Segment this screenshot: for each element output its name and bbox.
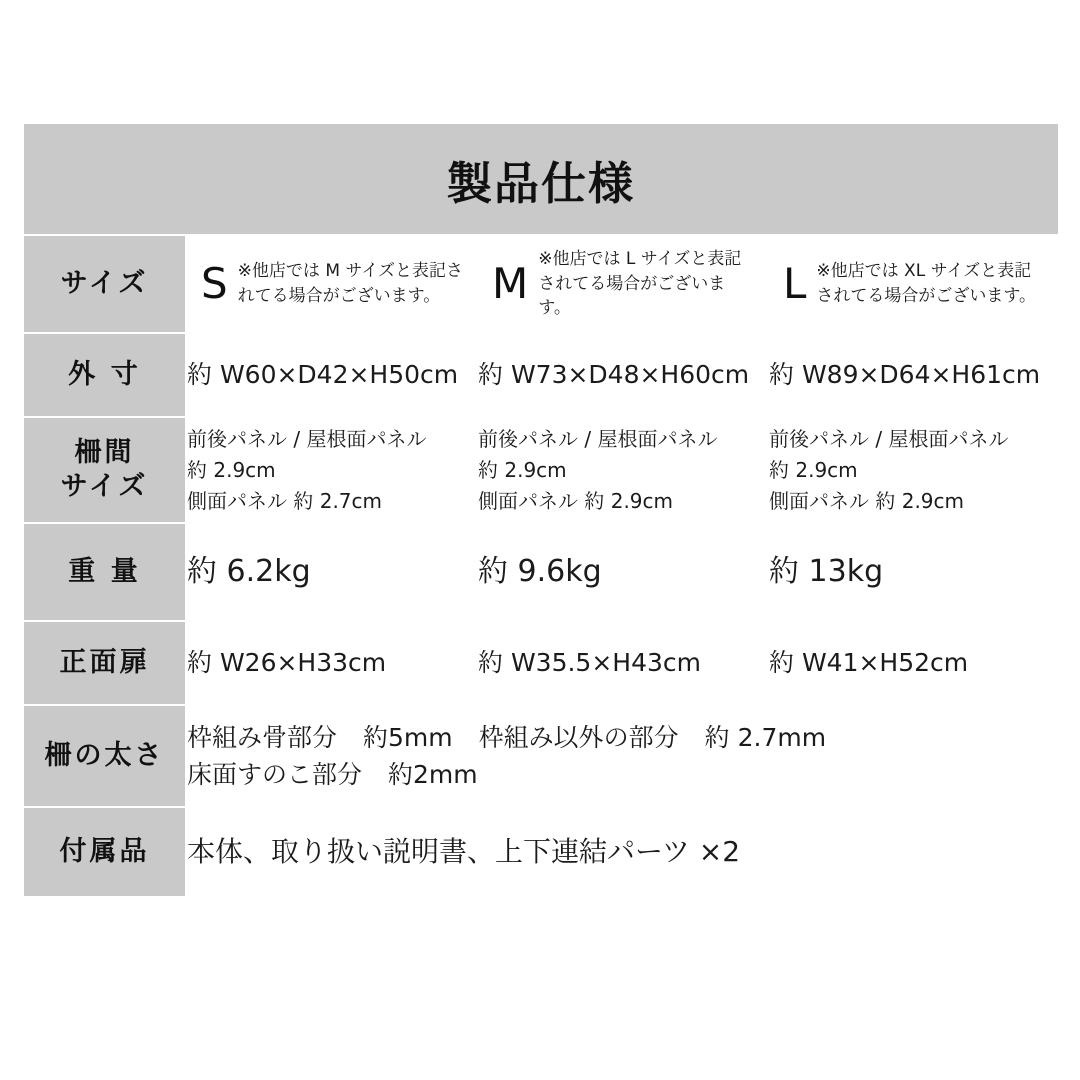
row-label-weight: 重 量 — [23, 523, 186, 621]
page-title: 製品仕様 — [447, 156, 636, 210]
size-note-m: ※他店では L サイズと表記されてる場合がございます。 — [538, 249, 742, 319]
accessories-value: 本体、取り扱い説明書、上下連結パーツ ×2 — [186, 807, 1059, 897]
size-letter-m: M — [492, 258, 529, 308]
table-row-outer-dimensions — [23, 333, 1059, 417]
row-label-outer-dimensions: 外 寸 — [23, 333, 186, 417]
bar-thickness-line2 — [187, 756, 1058, 794]
bar-thickness-floor-label: 床面すのこ部分 — [187, 760, 363, 789]
bar-gap-s — [186, 417, 477, 523]
bar-gap-m — [477, 417, 768, 523]
table-row-weight — [23, 523, 1059, 621]
bar-gap-l — [768, 417, 1059, 523]
bar-gap-l-line3: 側面パネル 約 2.9cm — [769, 488, 964, 513]
spec-table-container — [22, 122, 1058, 898]
bar-gap-s-line3: 側面パネル 約 2.7cm — [187, 488, 382, 513]
table-row-size — [23, 235, 1059, 333]
bar-thickness-frame-label: 枠組み骨部分 — [187, 722, 338, 752]
table-row-front-door — [23, 621, 1059, 705]
size-letter-l: L — [783, 259, 807, 308]
bar-thickness-value — [186, 705, 1059, 807]
bar-thickness-other-value: 約 2.7mm — [704, 722, 827, 752]
table-row-bar-thickness — [23, 705, 1059, 807]
front-door-l: 約 W41×H52cm — [768, 621, 1059, 705]
bar-gap-m-line1: 前後パネル / 屋根面パネル — [478, 426, 718, 451]
bar-thickness-line1 — [187, 719, 1058, 757]
table-row-bar-gap — [23, 417, 1059, 523]
bar-thickness-frame-value: 約5mm — [363, 722, 453, 752]
row-label-size: サイズ — [23, 235, 186, 333]
size-note-l: ※他店では XL サイズと表記されてる場合がございます。 — [816, 261, 1037, 306]
row-label-front-door: 正面扉 — [23, 621, 186, 705]
row-label-accessories: 付属品 — [23, 807, 186, 897]
size-cell-m — [477, 235, 768, 333]
weight-l: 約 13kg — [768, 523, 1059, 621]
bar-gap-l-line1: 前後パネル / 屋根面パネル — [769, 426, 1009, 451]
size-cell-s — [186, 235, 477, 333]
row-label-bar-gap-line1: 柵間 — [74, 437, 135, 469]
table-title-cell — [23, 123, 1059, 235]
bar-thickness-floor-value: 約2mm — [388, 760, 478, 789]
size-letter-s: S — [201, 259, 228, 308]
outer-dimensions-l: 約 W89×D64×H61cm — [768, 333, 1059, 417]
row-label-bar-gap — [23, 417, 186, 523]
bar-gap-m-line2: 約 2.9cm — [478, 457, 567, 482]
weight-m: 約 9.6kg — [477, 523, 768, 621]
bar-gap-s-line1: 前後パネル / 屋根面パネル — [187, 426, 427, 451]
front-door-m: 約 W35.5×H43cm — [477, 621, 768, 705]
row-label-bar-thickness: 柵の太さ — [23, 705, 186, 807]
bar-gap-l-line2: 約 2.9cm — [769, 457, 858, 482]
size-cell-l — [768, 235, 1059, 333]
front-door-s: 約 W26×H33cm — [186, 621, 477, 705]
outer-dimensions-s: 約 W60×D42×H50cm — [186, 333, 477, 417]
outer-dimensions-m: 約 W73×D48×H60cm — [477, 333, 768, 417]
bar-gap-s-line2: 約 2.9cm — [187, 457, 276, 482]
weight-s: 約 6.2kg — [186, 523, 477, 621]
size-note-s: ※他店では M サイズと表記されてる場合がございます。 — [237, 261, 464, 306]
row-label-bar-gap-line2: サイズ — [60, 471, 149, 502]
bar-gap-m-line3: 側面パネル 約 2.9cm — [478, 488, 673, 513]
table-title-row — [23, 123, 1059, 235]
bar-thickness-other-label: 枠組み以外の部分 — [478, 722, 679, 752]
product-spec-table — [22, 122, 1060, 898]
table-row-accessories — [23, 807, 1059, 897]
